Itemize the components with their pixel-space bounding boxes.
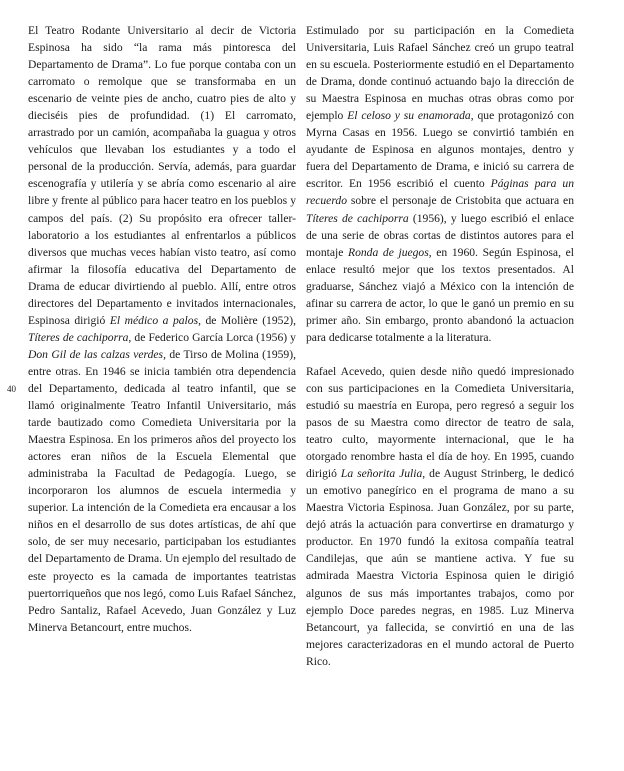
text-run: , que protagonizó con Myrna Casas en 1956. Luego se convirtió también en ayudante de Espinosa en algunos montajes, dentro y fuera del Departamento de Drama, e inició su carrera de escritor. En 1956 escribió el cuento <box>306 109 574 191</box>
text-run: El Teatro Rodante Universitario al decir de Victoria Espinosa ha sido “la rama más pintoresca del Departamento de Drama”. Lo fue porque contaba con un carromato o remolque que se transformaba en un escenario de veinte pies de ancho, cuatro pies de alto y dieciséis pies de profundidad. (1) El carromato, arrastrado por un camión, acompañaba la guagua y otros vehículos que llevaban los estudiantes y a todo el personal de la producción. Servía, además, para guardar escenografía y utilería y se abría como escenario al aire libre y frente al público para hacer teatro en los pueblos y campos del país. (2) Su propósito era ofrecer taller-laboratorio a los estudiantes al enfrentarlos a públicos diversos que muchas veces habían visto teatro, así como afirmar la filosofía educativa del Departamento de Drama de educar divirtiendo al pueblo. Allí, entre otros directores del Departamento e invitados internacionales, Espinosa dirigió <box>28 24 296 327</box>
text-run: Estimulado por su participación en la Comedieta Universitaria, Luis Rafael Sánchez creó un grupo teatral en su escuela. Posteriormente estudió en el Departamento de Drama, donde continuó actuando bajo la dirección de su Maestra Espinosa en muchas otras obras como por ejemplo <box>306 24 574 123</box>
text-run: , de Tirso de Molina (1959), entre otras. En 1946 se inicia también otra dependencia del Departamento, dedicada al teatro infantil, que se llamó originalmente Teatro Infantil Universitario, más tarde bautizado como Comedieta Universitaria por la Maestra Espinosa. En los primeros años del proyecto los actores eran niños de la Escuela Elemental que administraba la Facultad de Pedagogía. Luego, se incorporaron los alumnos de escuela intermedia y superior. La intención de la Comedieta era encausar a los niños en el desarrollo de sus dotes artísticas, de ahí que solo, de ser muy necesario, participaban los estudiantes del Departamento de Drama. Un ejemplo del resultado de este proyecto es la camada de importantes teatristas puertorriqueños que nos legó, como Luis Rafael Sánchez, Pedro Santaliz, Rafael Acevedo, Juan González y Luz Minerva Betancourt, entre muchos. <box>28 347 296 634</box>
italic-title: Títeres de cachiporra <box>28 330 129 344</box>
text-run: Rafael Acevedo, quien desde niño quedó impresionado con sus participaciones en la Comedieta Universitaria, estudió su maestría en Europa, pero regresó a seguir los pasos de su Maestra como director de teatro de sala, teatro culto, mayormente internacional, que le ha otorgado renombre hasta el día de hoy. En 1995, cuando dirigió <box>306 364 574 481</box>
italic-title: La señorita Julia <box>340 467 423 481</box>
text-run: , de August Strinberg, le dedicó un emotivo panegírico en el programa de mano a su Maestra Victoria Espinosa. Juan González, por su parte, dejó atrás la actuación para convertirse en dramaturgo y productor. En 1970 fundó la exitosa compañía teatral Candilejas, que aún se mantiene activa. Y fue su admirada Maestra Victoria Espinosa quien le dirigió algunos de sus más importantes trabajos, como por ejemplo Doce paredes negras, en 1985. Luz Minerva Betancourt, ya fallecida, se convirtió en una de las mejores caracterizadoras en el mundo actoral de Puerto Rico. <box>306 467 574 668</box>
text-run: , en 1960. Según Espinosa, el enlace resultó mejor que los textos presentados. Al graduarse, Sánchez viajó a México con la intención de afinar su carrera de actor, lo que le ganó un premio en su primer año. Sin embargo, pronto abandonó la actuacion para dedicarse totalmente a la literatura. <box>306 245 574 344</box>
text-run: (1956), y luego escribió el enlace de una serie de obras cortas de distintos autores para el montaje <box>306 211 574 259</box>
paragraph-luis-rafael-sanchez <box>306 22 574 346</box>
paragraph-rafael-acevedo <box>306 363 574 670</box>
text-run: , de Federico García Lorca (1956) y <box>128 330 296 344</box>
right-column <box>306 22 574 670</box>
text-run: , de Molière (1952), <box>198 313 297 327</box>
page-number: 40 <box>7 384 16 394</box>
paragraph-teatro-rodante <box>28 22 296 636</box>
italic-title: Páginas para un recuerdo <box>306 177 574 208</box>
italic-title: Don Gil de las calzas verdes <box>28 347 164 361</box>
italic-title: Ronda de juegos <box>347 245 429 259</box>
italic-title: Títeres de cachiporra <box>306 211 409 225</box>
left-column <box>28 22 296 636</box>
italic-title: El celoso y su enamorada <box>347 109 471 123</box>
italic-title: El médico a palos <box>109 313 199 327</box>
text-run: sobre el personaje de Cristobita que actuara en <box>347 194 574 208</box>
